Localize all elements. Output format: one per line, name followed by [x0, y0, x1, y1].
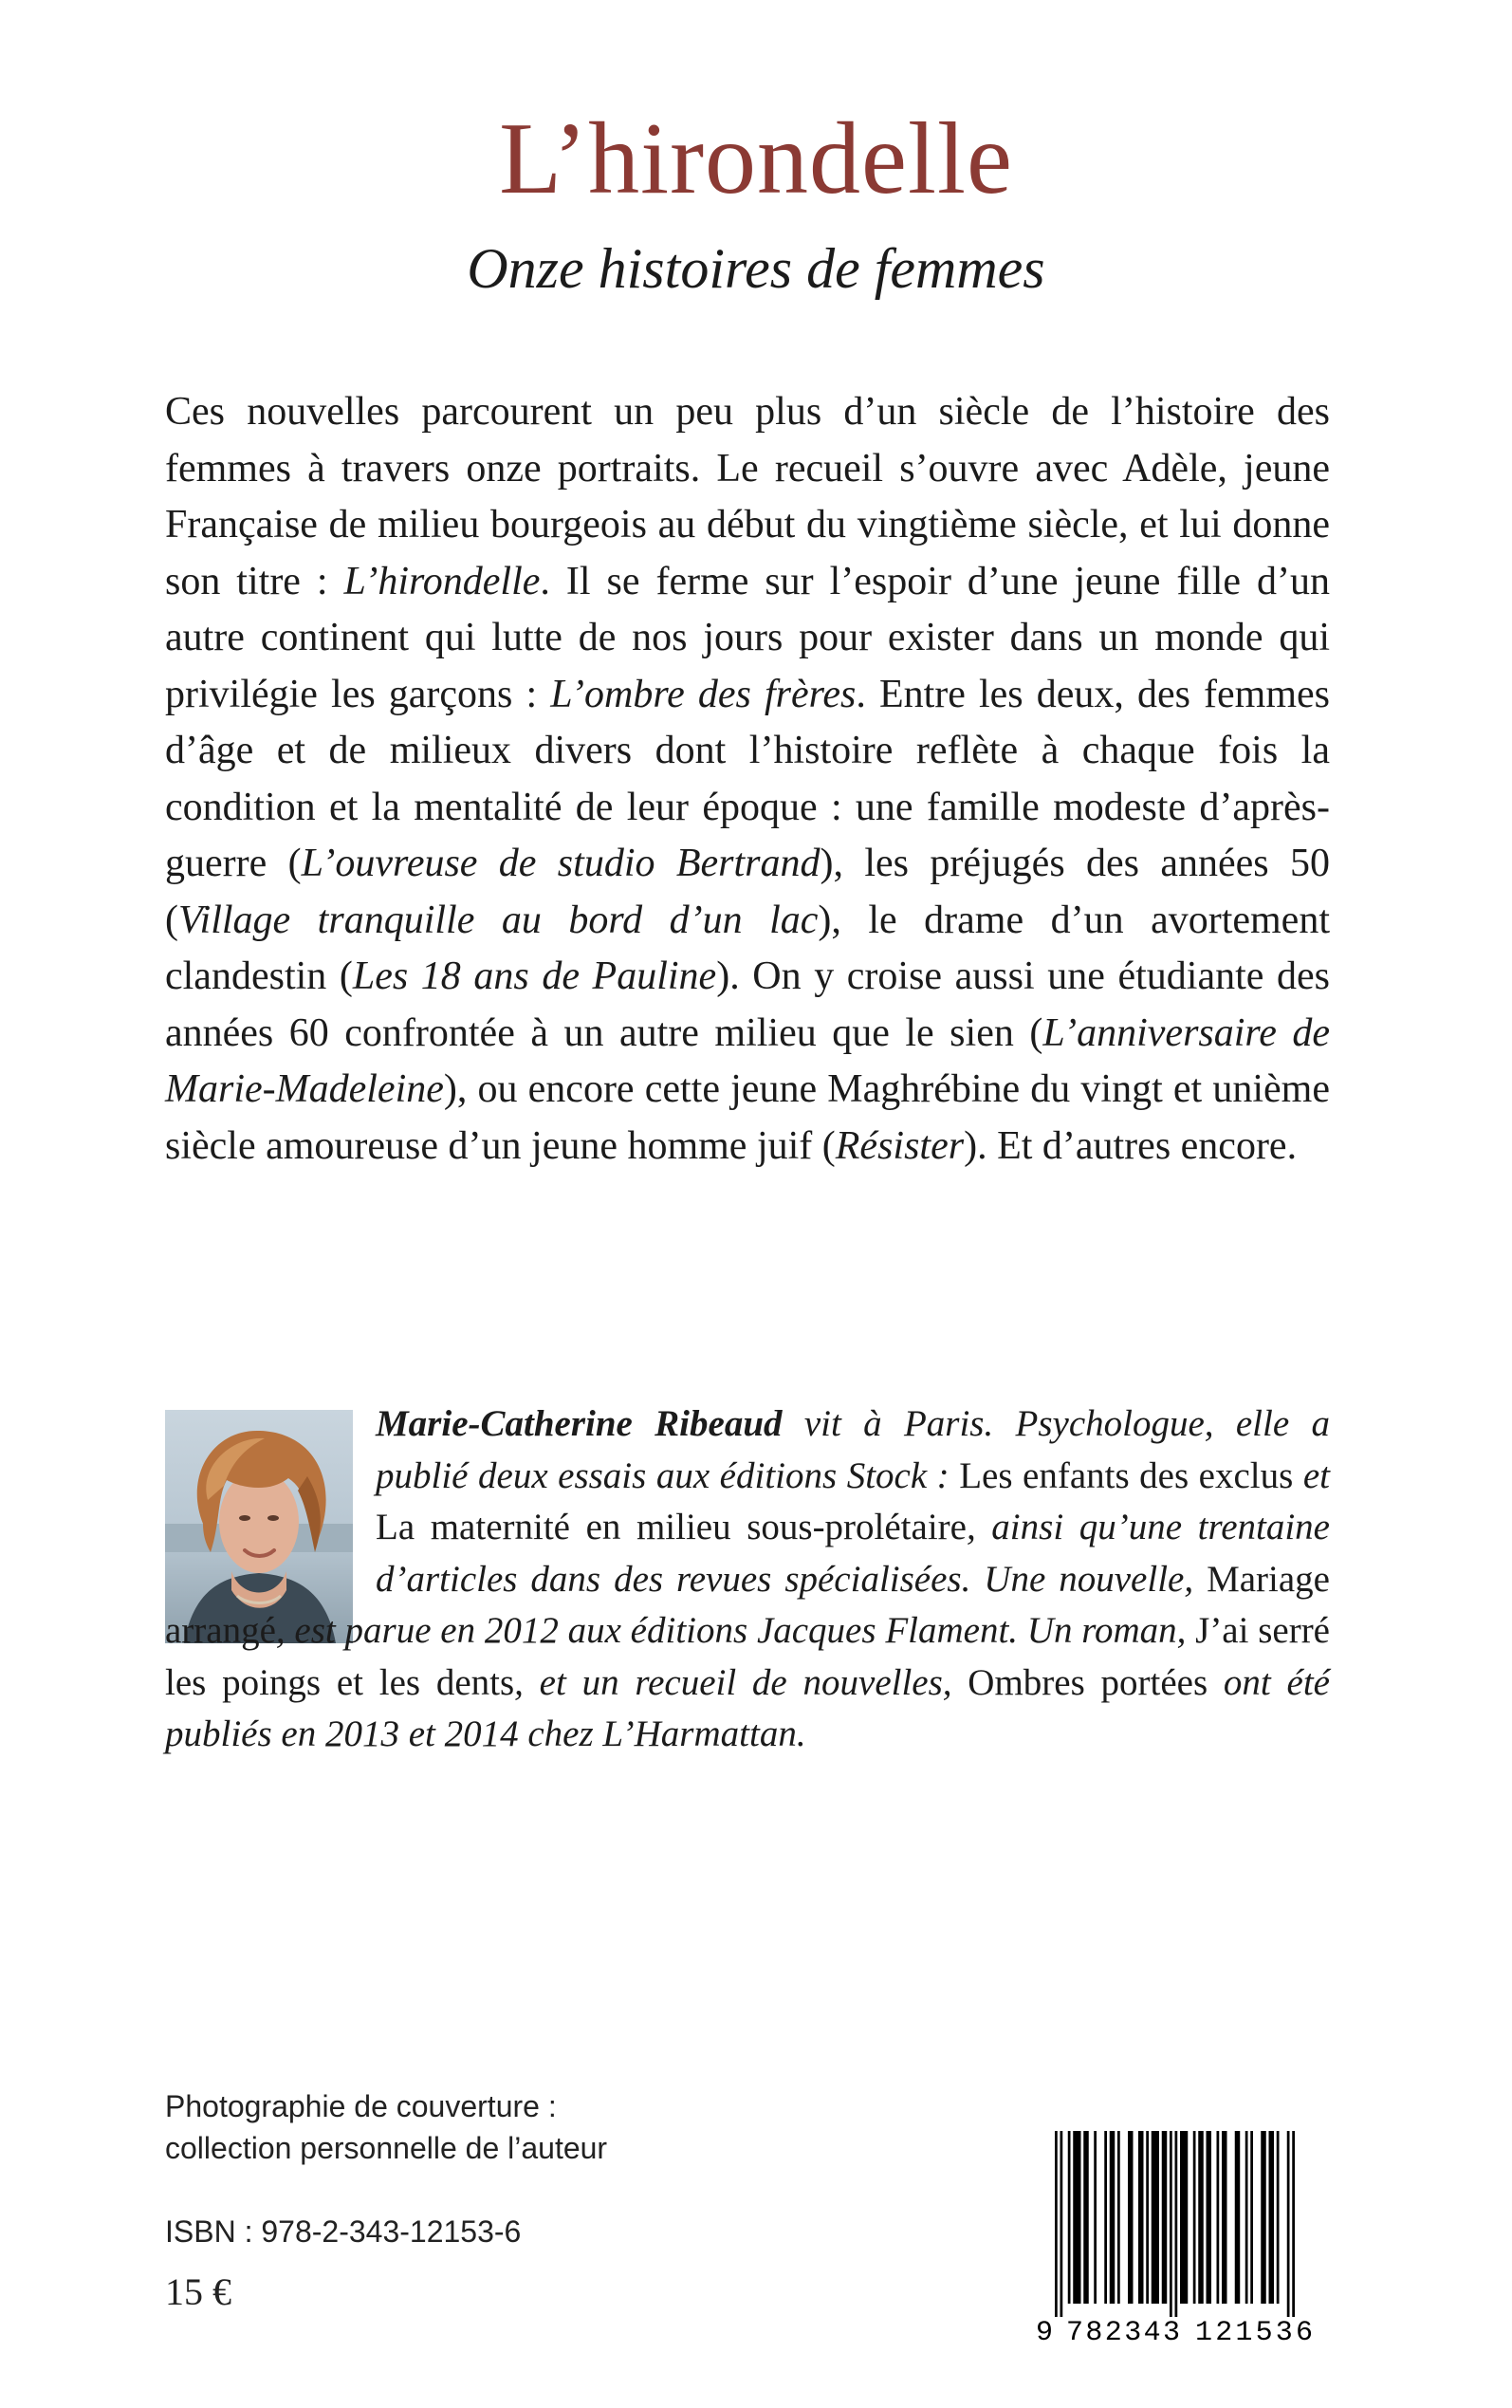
- barcode-bar: [1175, 2131, 1178, 2317]
- barcode-digit-first: 9: [1036, 2317, 1054, 2347]
- synopsis-text: ), les préjugés des années 50 (: [165, 842, 1330, 942]
- bio-text: ont été publiés en 2013 et 2014 chez L’Harmattan.: [165, 1661, 1330, 1754]
- photo-credit: [165, 2085, 607, 2169]
- barcode-bar: [1250, 2131, 1253, 2304]
- synopsis-text: . Il se ferme sur l’espoir d’une jeune fille d’un autre continent qui lutte de nos jours pour exister dans un monde qui privilégie les garçons :: [165, 559, 1330, 716]
- story-title: Résister: [835, 1123, 965, 1168]
- barcode-bar: [1170, 2131, 1172, 2317]
- barcode-bar: [1222, 2131, 1227, 2304]
- book-title: L’hirondelle: [499, 102, 1013, 215]
- synopsis-text: Ces nouvelles parcourent un peu plus d’un siècle de l’histoire des femmes à travers onze portraits. Le recueil s’ouvre avec Adèle, jeune Française de milieu bourgeois au début du vingtième siècle, et lui donne son titre :: [165, 390, 1330, 603]
- bio-text: , est parue en 2012 aux éditions Jacques Flament. Un roman,: [275, 1610, 1196, 1651]
- book-reference: Mariage arrangé: [165, 1558, 1330, 1651]
- barcode-bar: [1245, 2131, 1248, 2304]
- synopsis-text: ). On y croise aussi une étudiante des années 60 confrontée à un autre milieu que le sien (: [165, 954, 1331, 1055]
- author-name: Marie-Catherine Ribeaud: [376, 1403, 783, 1444]
- barcode-bar: [1217, 2131, 1220, 2304]
- synopsis-paragraph: [165, 384, 1330, 1175]
- book-reference: Les enfants des exclus: [959, 1454, 1294, 1496]
- isbn: ISBN : 978-2-343-12153-6: [165, 2214, 522, 2249]
- barcode-bar: [1287, 2131, 1290, 2317]
- synopsis-text: . Entre les deux, des femmes d’âge et de milieux divers dont l’histoire reflète à chaque fois la condition et la mentalité de leur époque : une famille modeste d’après-guerre (: [165, 672, 1330, 885]
- story-title: L’anniversaire de Marie-Madeleine: [165, 1010, 1330, 1111]
- barcode-bar: [1207, 2131, 1212, 2304]
- barcode-bar: [1055, 2131, 1058, 2317]
- barcode-bar: [1128, 2131, 1134, 2304]
- synopsis-text: ), le drame d’un avortement clandestin (: [165, 898, 1330, 998]
- barcode-bar: [1073, 2131, 1080, 2304]
- book-reference: La maternité en milieu sous-prolétaire: [376, 1507, 967, 1547]
- barcode-bar: [1152, 2131, 1159, 2304]
- book-subtitle: Onze histoires de femmes: [467, 237, 1045, 300]
- barcode-bar: [1110, 2131, 1116, 2304]
- synopsis-text: ), ou encore cette jeune Maghrébine du vingt et unième siècle amoureuse d’un jeune homme juif (: [165, 1067, 1330, 1168]
- photo-spacer: [165, 1398, 376, 1605]
- barcode-digits-right: 121536: [1195, 2317, 1313, 2347]
- barcode: [1034, 2129, 1330, 2347]
- bio-text: , et un recueil de nouvelles,: [514, 1661, 968, 1703]
- book-reference: Ombres portées: [968, 1661, 1208, 1703]
- bio-text: , ainsi qu’une trentaine d’articles dans des revues spécialisées. Une nouvelle,: [376, 1507, 1330, 1600]
- barcode-digits-left: 782343: [1066, 2317, 1180, 2347]
- author-bio: [165, 1398, 1330, 1761]
- bio-text: vit à Paris. Psychologue, elle a publié deux essais aux éditions Stock :: [376, 1403, 1330, 1496]
- barcode-bar: [1235, 2131, 1241, 2304]
- barcode-bar: [1180, 2131, 1188, 2304]
- story-title: L’ouvreuse de studio Bertrand: [301, 842, 821, 885]
- barcode-bar: [1083, 2131, 1089, 2304]
- barcode-bar: [1068, 2131, 1071, 2304]
- barcode-bar: [1292, 2131, 1295, 2317]
- barcode-bar: [1193, 2131, 1196, 2304]
- story-title: L’hirondelle: [343, 559, 541, 603]
- barcode-bar: [1104, 2131, 1107, 2304]
- barcode-bar: [1277, 2131, 1280, 2304]
- story-title: L’ombre des frères: [550, 672, 857, 716]
- barcode-bar: [1269, 2131, 1275, 2304]
- photo-credit-line: Photographie de couverture :: [165, 2089, 557, 2123]
- barcode-bar: [1094, 2131, 1097, 2304]
- story-title: Les 18 ans de Pauline: [352, 954, 717, 998]
- synopsis-text: ). Et d’autres encore.: [964, 1123, 1298, 1168]
- barcode-bar: [1146, 2131, 1149, 2304]
- barcode-bar: [1162, 2131, 1168, 2304]
- barcode-bar: [1198, 2131, 1204, 2304]
- photo-credit-line: collection personnelle de l’auteur: [165, 2131, 608, 2165]
- book-reference: J’ai serré les poings et les dents: [165, 1610, 1330, 1703]
- barcode-bar: [1261, 2131, 1266, 2304]
- story-title: Village tranquille au bord d’un lac: [178, 898, 819, 942]
- barcode-bar: [1060, 2131, 1063, 2317]
- barcode-bar: [1138, 2131, 1144, 2304]
- bio-text: et: [1293, 1454, 1330, 1496]
- price: 15 €: [165, 2270, 231, 2313]
- barcode-bar: [1117, 2131, 1120, 2304]
